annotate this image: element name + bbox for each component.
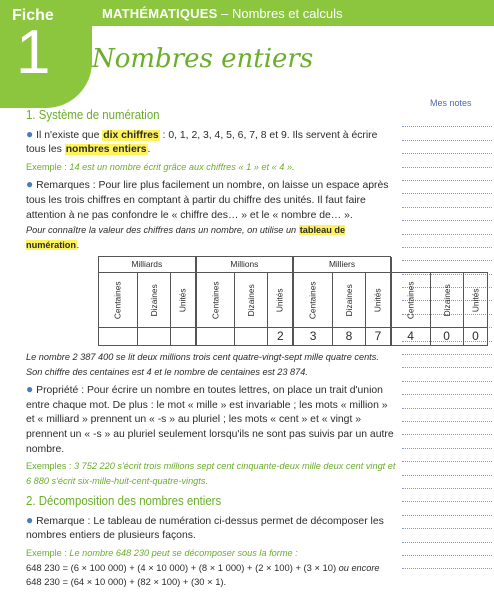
- highlight-nombres-entiers: nombres entiers: [65, 144, 147, 156]
- group-millions: Millions: [196, 257, 293, 273]
- paragraph-tableau-intro: Pour connaître la valeur des chiffres dans un nombre, on utilise un tableau de numération.: [26, 225, 346, 250]
- bullet-icon: ●: [26, 382, 34, 397]
- header-band: [92, 0, 494, 26]
- example-1: Exemple : 14 est un nombre écrit grâce aux chiffres « 1 » et « 4 ».: [26, 161, 295, 172]
- group-milliers: Milliers: [294, 257, 391, 273]
- paragraph-propriete: ● Propriété : Pour écrire un nombre en toutes lettres, on place un trait d'union entre chaque mot. De plus : le mot « mille » est invariable ; les mots « million » et « milliard » prennent un « -s » au pluriel ; les mots « cent » et « vingt » prennent un « -s » au pluriel seulement lorsqu'ils ne sont pas suivis par un autre nombre.: [26, 382, 394, 455]
- example-3: Exemple : Le nombre 648 230 peut se décomposer sous la forme :: [26, 548, 298, 559]
- fiche-badge: [0, 0, 92, 108]
- equation-2: 648 230 = (64 × 10 000) + (82 × 100) + (30 × 1).: [26, 575, 227, 587]
- page-title: Nombres entiers: [92, 44, 314, 74]
- subject-subtitle: – Nombres et calculs: [217, 6, 343, 21]
- section-heading-1: 1. Système de numération: [26, 107, 160, 122]
- equation-1: 648 230 = (6 × 100 000) + (4 × 10 000) + (8 × 1 000) + (2 × 100) + (3 × 10) ou encore: [26, 561, 380, 573]
- bullet-icon: ●: [26, 126, 34, 141]
- fiche-number: 1: [16, 18, 51, 87]
- paragraph-remarque-decomposition: ● Remarque : Le tableau de numération ci-dessus permet de décomposer les nombres entiers de plusieurs façons.: [26, 512, 384, 542]
- group-milliards: Milliards: [99, 257, 196, 273]
- paragraph-remarques: ● Remarques : Pour lire plus facilement un nombre, on laisse un espace après tous les trois chiffres en comptant à partir du chiffre des unités. Il faut faire attention à ne pas confondre le « chiffre des… » et le « nombre de… ».: [26, 177, 389, 221]
- highlight-dix-chiffres: dix chiffres: [103, 129, 159, 141]
- paragraph-digits: ● Il n'existe que dix chiffres : 0, 1, 2, 3, 4, 5, 6, 7, 8 et 9. Ils servent à écrire tous les nombres entiers.: [26, 126, 378, 156]
- paragraph-reading-example: Le nombre 2 387 400 se lit deux millions trois cent quatre-vingt-sept mille quatre cents. Son chiffre des centaines est 4 et le nombre de centaines est 23 874.: [26, 351, 379, 377]
- section-heading-2: 2. Décomposition des nombres entiers: [26, 493, 222, 509]
- notes-label: Mes notes: [430, 98, 472, 108]
- fiche-label: Fiche: [12, 7, 54, 24]
- example-2: Exemples : 3 752 220 s'écrit trois millions sept cent cinquante-deux mille deux cent vingt et 6 880 s'écrit six-mille-huit-cent-quatre-vingts.: [26, 461, 396, 486]
- subject-label: MATHÉMATIQUES: [102, 6, 218, 21]
- highlight-tableau: tableau de numération: [26, 225, 346, 250]
- main-content: [26, 107, 481, 588]
- bullet-icon: ●: [26, 177, 34, 192]
- bullet-icon: ●: [26, 512, 34, 527]
- numeration-table: Milliards Millions Milliers Centaines Dizaines Unités Centaines Dizaines Unités Centaines Dizaines Unités Centaines Dizaines Unités 2 3 8 7 4 0 0: [98, 256, 396, 346]
